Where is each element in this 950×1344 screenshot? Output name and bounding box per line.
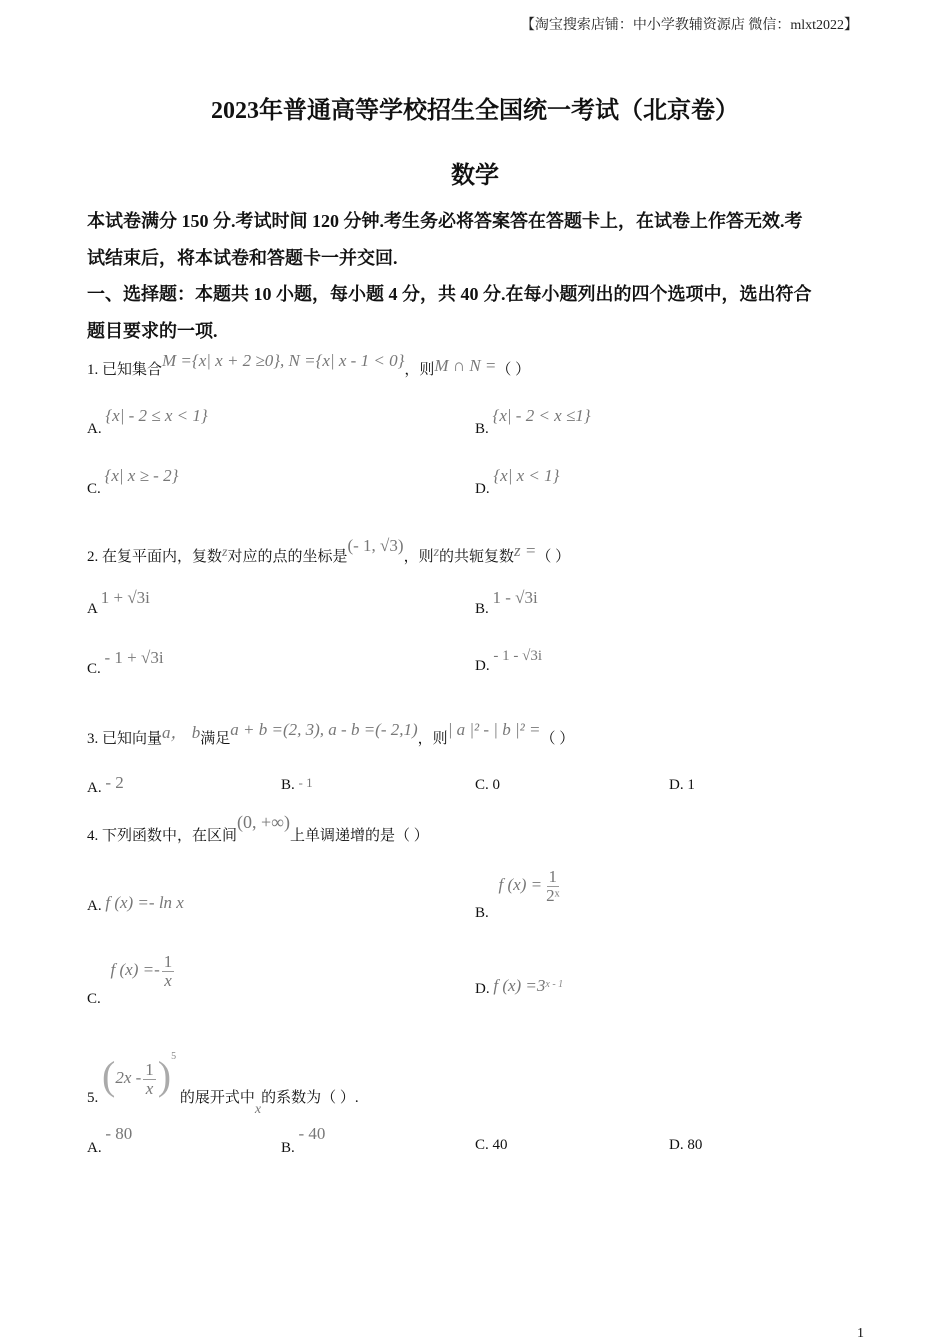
q1-option-a xyxy=(87,406,208,438)
q3-condition: a + b =(2, 3), a - b =(- 2,1) xyxy=(230,720,418,739)
option-label: C. xyxy=(475,777,489,793)
question-5 xyxy=(87,1042,359,1117)
q5-fraction xyxy=(143,1061,156,1098)
option-math: f (x) =- ln x xyxy=(105,893,184,912)
q1-option-d xyxy=(475,466,560,498)
q3-option-b xyxy=(281,777,313,794)
q2-z: z xyxy=(222,545,228,560)
q4-tail: 上单调递增的是（ ） xyxy=(290,828,429,844)
option-math: 1 + √3i xyxy=(100,588,150,607)
fraction-denominator: x xyxy=(164,970,172,990)
option-math: f (x) =- xyxy=(110,959,160,979)
q1-intersection: M ∩ N = xyxy=(434,356,497,375)
option-math: - 40 xyxy=(298,1124,326,1143)
question-1 xyxy=(87,351,531,379)
option-math: 80 xyxy=(687,1137,703,1153)
q5-left-paren: ( xyxy=(102,1053,116,1098)
fraction-numerator: 1 xyxy=(163,952,173,971)
fraction-numerator: 1 xyxy=(548,867,558,886)
option-math: - 1 xyxy=(298,775,313,790)
q2-z-again: z xyxy=(433,545,440,560)
q2-option-c xyxy=(87,648,164,678)
q3-option-d xyxy=(669,777,695,794)
q1-mid: ，则 xyxy=(404,362,435,378)
q4-option-a xyxy=(87,895,184,915)
option-math: {x| - 2 < x ≤1} xyxy=(492,406,591,425)
option-label: D. xyxy=(475,481,490,497)
q3-vectors: a， b xyxy=(162,723,201,742)
option-fraction xyxy=(544,868,561,905)
option-label: A xyxy=(87,601,98,617)
option-label: B. xyxy=(475,904,489,921)
option-label: A. xyxy=(87,421,102,437)
option-label: C. xyxy=(87,481,101,497)
option-label: B. xyxy=(281,777,295,793)
q5-option-d xyxy=(669,1137,702,1154)
fraction-denominator: x xyxy=(145,1079,154,1099)
q2-text: 2. 在复平面内，复数 xyxy=(87,549,223,565)
option-label: D. xyxy=(669,1137,684,1153)
q5-option-c xyxy=(475,1137,508,1154)
section-line-2: 题目要求的一项. xyxy=(87,321,218,341)
question-3 xyxy=(87,720,575,748)
option-math: {x| x < 1} xyxy=(493,466,560,485)
section-heading xyxy=(87,276,857,350)
question-4 xyxy=(87,812,429,845)
option-exponent: x - 1 xyxy=(545,979,564,990)
exam-subject: 数学 xyxy=(451,163,499,189)
q5-power: 5 xyxy=(171,1051,177,1062)
q2-mid1: 对应的点的坐标是 xyxy=(227,549,348,565)
q1-answer-blank: （ ） xyxy=(496,362,531,378)
option-math: {x| - 2 ≤ x < 1} xyxy=(105,406,208,425)
q3-mid2: ，则 xyxy=(417,731,448,747)
option-label: B. xyxy=(281,1140,295,1156)
q3-answer-blank: （ ） xyxy=(540,731,575,747)
option-math: - 1 - √3i xyxy=(493,648,542,664)
q2-conjugate: z = xyxy=(514,541,537,560)
question-2 xyxy=(87,536,571,566)
q2-answer-blank: （ ） xyxy=(536,549,571,565)
option-label: A. xyxy=(87,1140,102,1156)
q3-option-a xyxy=(87,773,124,797)
option-label: D. xyxy=(475,981,490,997)
q2-mid3: 的共轭复数 xyxy=(439,549,515,565)
instructions-line-2: 试结束后，将本试卷和答题卡一并交回. xyxy=(87,248,398,268)
option-math: f (x) = xyxy=(498,874,543,894)
option-math: f (x) =3 xyxy=(493,976,546,995)
page-number: 1 xyxy=(857,1326,864,1341)
q1-sets: M ={x| x + 2 ≥0}, N ={x| x - 1 < 0} xyxy=(162,351,405,370)
q2-mid2: ，则 xyxy=(403,549,434,565)
exam-title: 2023年普通高等学校招生全国统一考试（北京卷） xyxy=(211,98,739,124)
q5-number: 5. xyxy=(87,1090,99,1106)
q4-text: 4. 下列函数中，在区间 xyxy=(87,828,238,844)
option-math: {x| x ≥ - 2} xyxy=(104,466,179,485)
option-math: 1 - √3i xyxy=(492,588,538,607)
q1-option-c xyxy=(87,466,179,498)
option-label: C. xyxy=(475,1137,489,1153)
q3-mid1: 满足 xyxy=(200,731,231,747)
option-math: 1 xyxy=(687,777,695,793)
option-label: D. xyxy=(475,658,490,674)
q2-point: (- 1, √3) xyxy=(347,536,404,555)
q3-option-c xyxy=(475,777,500,794)
option-math: - 80 xyxy=(105,1124,133,1143)
instructions-line-1: 本试卷满分 150 分.考试时间 120 分钟.考生务必将答案答在答题卡上，在试卷上作答无效.考 xyxy=(87,211,803,231)
option-math: 0 xyxy=(492,777,501,793)
option-math: 40 xyxy=(492,1137,508,1153)
instructions xyxy=(87,203,857,277)
q4-option-b xyxy=(475,867,564,921)
q5-option-b xyxy=(281,1124,326,1157)
q5-right-paren: ) xyxy=(157,1053,172,1098)
option-label: D. xyxy=(669,777,684,793)
option-fraction xyxy=(162,953,175,990)
q3-text: 3. 已知向量 xyxy=(87,731,163,747)
option-label: A. xyxy=(87,898,102,914)
q4-option-d xyxy=(475,978,563,998)
option-math: - 1 + √3i xyxy=(104,648,164,667)
section-line-1: 一、选择题：本题共 10 小题，每小题 4 分，共 40 分.在每小题列出的四个选项中，选出符合 xyxy=(87,284,812,304)
q5-tail: 的系数为（ ）. xyxy=(261,1090,359,1106)
q5-base: 2x - xyxy=(115,1068,142,1087)
fraction-numerator: 1 xyxy=(145,1060,154,1080)
q2-option-b xyxy=(475,588,538,618)
option-label: C. xyxy=(87,661,101,677)
q4-interval: (0, +∞) xyxy=(237,812,290,832)
q5-option-a xyxy=(87,1124,133,1157)
option-label: C. xyxy=(87,990,101,1007)
q2-option-a xyxy=(87,588,150,618)
option-label: A. xyxy=(87,780,102,796)
option-label: B. xyxy=(475,601,489,617)
fraction-denominator: 2ˣ xyxy=(546,885,560,905)
q3-expression: | a |² - | b |² = xyxy=(447,720,541,739)
q5-mid: 的展开式中 xyxy=(179,1090,255,1106)
q2-option-d xyxy=(475,648,542,675)
q4-option-c xyxy=(87,952,176,1007)
option-label: B. xyxy=(475,421,489,437)
q1-option-b xyxy=(475,406,591,438)
option-math: - 2 xyxy=(105,773,124,792)
q1-text: 1. 已知集合 xyxy=(87,362,163,378)
header-note: 【淘宝搜索店铺：中小学教辅资源店 微信：mlxt2022】 xyxy=(520,18,858,33)
q5-x: x xyxy=(254,1102,262,1117)
